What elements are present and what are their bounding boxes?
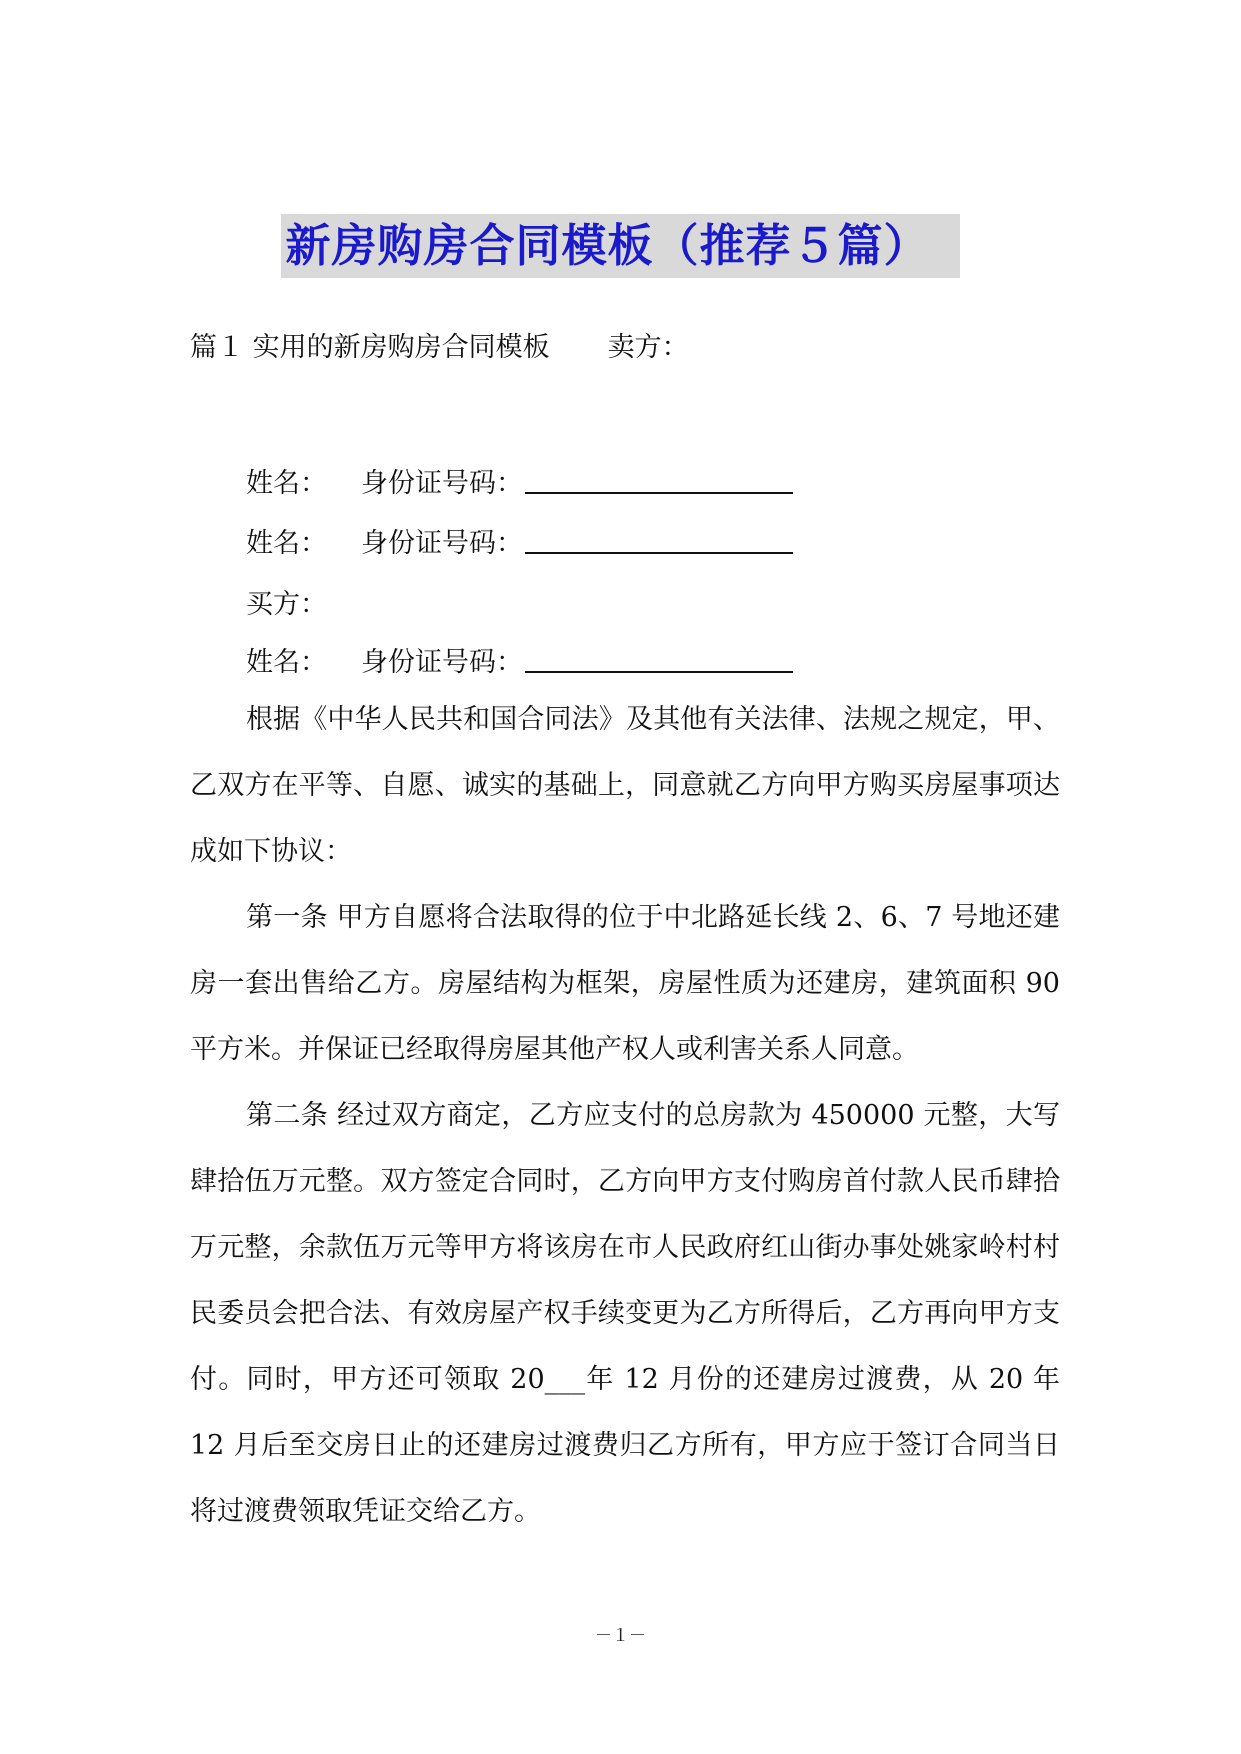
id-blank[interactable] bbox=[525, 526, 793, 554]
seller-1-row bbox=[246, 464, 793, 504]
seller-2-row bbox=[246, 524, 793, 564]
contract-body bbox=[190, 687, 1060, 1545]
name-label: 姓名： bbox=[246, 528, 327, 559]
id-blank[interactable] bbox=[525, 466, 793, 494]
seller-label: 卖方： bbox=[607, 332, 689, 363]
article-heading-line bbox=[190, 328, 689, 368]
id-label: 身份证号码： bbox=[361, 528, 523, 559]
page-number: －１－ bbox=[595, 1626, 646, 1646]
article-2-paragraph: 第二条 经过双方商定，乙方应支付的总房款为 450000 元整，大写肆拾伍万元整。双方签定合同时，乙方向甲方支付购房首付款人民币肆拾万元整，余款伍万元等甲方将该房在市人民政府红山街办事处姚家岭村村民委员会把合法、有效房屋产权手续变更为乙方所得后，乙方再向甲方支付。同时，甲方还可领取 20___年 12 月份的还建房过渡费，从 20 年 12 月后至交房日止的还建房过渡费归乙方所有，甲方应于签订合同当日将过渡费领取凭证交给乙方。 bbox=[190, 1100, 1060, 1527]
id-label: 身份证号码： bbox=[361, 468, 523, 499]
document-title: 新房购房合同模板（推荐５篇） bbox=[281, 214, 959, 278]
id-blank[interactable] bbox=[525, 645, 793, 673]
id-label: 身份证号码： bbox=[361, 647, 523, 678]
article-1-paragraph: 第一条 甲方自愿将合法取得的位于中北路延长线 2、6、7 号地还建房一套出售给乙方。房屋结构为框架，房屋性质为还建房，建筑面积 90 平方米。并保证已经取得房屋其他产权人或利害关系人同意。 bbox=[190, 902, 1060, 1065]
name-label: 姓名： bbox=[246, 647, 327, 678]
buyer-label: 买方： bbox=[246, 589, 327, 620]
article-heading: 篇１ 实用的新房购房合同模板 bbox=[190, 332, 550, 363]
title-container bbox=[0, 214, 1241, 278]
buyer-1-row bbox=[246, 643, 793, 683]
name-label: 姓名： bbox=[246, 468, 327, 499]
preamble-paragraph: 根据《中华人民共和国合同法》及其他有关法律、法规之规定，甲、乙双方在平等、自愿、诚实的基础上，同意就乙方向甲方购买房屋事项达成如下协议： bbox=[190, 704, 1060, 867]
buyer-row bbox=[246, 585, 327, 625]
